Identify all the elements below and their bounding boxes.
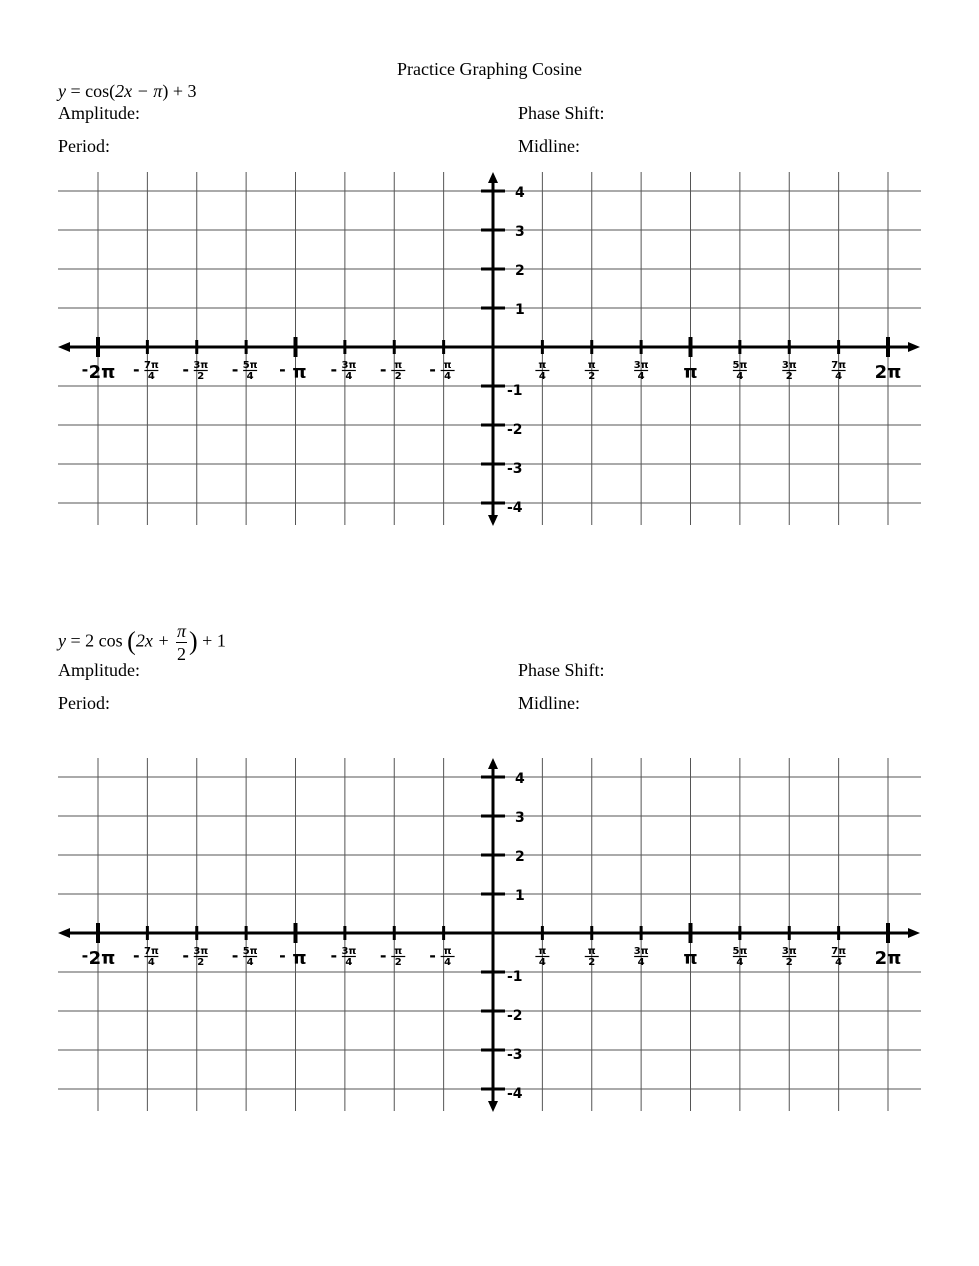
x-tick-label-numerator: 7π <box>143 360 159 371</box>
y-axis-arrow-up <box>488 172 498 183</box>
x-tick-label-numerator: 3π <box>193 946 209 957</box>
phase-shift-label-2: Phase Shift: <box>518 660 605 680</box>
x-tick-label-numerator: 7π <box>831 946 847 957</box>
x-tick-label: π <box>292 948 307 969</box>
x-tick-label: 2π <box>88 362 116 383</box>
x-tick-minus-sign: - <box>330 360 338 379</box>
x-tick-label-denominator: 2 <box>588 957 596 968</box>
equation-1: y = cos(2x − π) + 3 <box>58 81 197 101</box>
y-axis-arrow-down <box>488 1101 498 1112</box>
x-tick-label-denominator: 4 <box>147 957 155 968</box>
y-tick-label: -1 <box>507 969 523 985</box>
x-tick-label-numerator: 3π <box>781 946 797 957</box>
pi-over-2-fraction: $\frac{\pi}{2}$ <box>176 621 186 664</box>
x-tick-label-denominator: 4 <box>345 371 353 382</box>
x-tick-minus-sign: - <box>379 946 387 965</box>
x-axis-arrow-right <box>908 928 920 938</box>
x-tick-label-denominator: 4 <box>835 957 843 968</box>
y-tick-label: -2 <box>507 422 523 438</box>
x-tick-label-numerator: 7π <box>831 360 847 371</box>
x-tick-label-denominator: 4 <box>835 371 843 382</box>
x-tick-minus-sign: - <box>279 946 286 965</box>
x-tick-label-denominator: 2 <box>785 371 793 382</box>
x-tick-minus-sign: - <box>182 360 190 379</box>
x-tick-minus-sign: - <box>81 360 89 379</box>
midline-label-1: Midline: <box>518 136 580 156</box>
x-tick-minus-sign: - <box>279 360 286 379</box>
x-tick-label-numerator: 5π <box>242 946 258 957</box>
y-tick-label: -4 <box>507 500 523 516</box>
x-tick-label-denominator: 4 <box>147 371 155 382</box>
x-tick-label-numerator: 3π <box>341 360 357 371</box>
x-tick-label-denominator: 4 <box>444 957 452 968</box>
x-tick-label: 2π <box>88 948 116 969</box>
x-tick-label-numerator: 5π <box>732 360 748 371</box>
period-label-2: Period: <box>58 693 110 713</box>
y-tick-label: -3 <box>507 1047 523 1063</box>
x-tick-label: 2π <box>874 362 902 383</box>
x-tick-minus-sign: - <box>231 360 239 379</box>
y-axis-arrow-up <box>488 758 498 769</box>
x-tick-label-denominator: 4 <box>246 371 254 382</box>
x-tick-label-numerator: π <box>443 946 452 957</box>
equation-2: y = 2 cos (2x + $\frac{\pi}{2}$ ) + 1 <box>58 621 226 664</box>
y-tick-label: 1 <box>515 302 525 318</box>
x-tick-label-numerator: π <box>394 946 403 957</box>
x-tick-label-numerator: π <box>538 946 547 957</box>
x-tick-label-denominator: 2 <box>588 371 596 382</box>
midline-label-2: Midline: <box>518 693 580 713</box>
y-tick-label: 1 <box>515 888 525 904</box>
x-tick-minus-sign: - <box>182 946 190 965</box>
x-tick-minus-sign: - <box>133 360 140 379</box>
x-tick-label-denominator: 4 <box>637 957 645 968</box>
x-tick-minus-sign: - <box>133 946 140 965</box>
x-tick-label-numerator: 5π <box>732 946 748 957</box>
x-tick-minus-sign: - <box>231 946 239 965</box>
x-tick-label-numerator: π <box>394 360 403 371</box>
page-title: Practice Graphing Cosine <box>397 59 582 79</box>
x-tick-label-denominator: 2 <box>197 371 205 382</box>
y-tick-label: 3 <box>515 224 525 240</box>
x-tick-label-numerator: 3π <box>781 360 797 371</box>
x-tick-label-denominator: 2 <box>785 957 793 968</box>
x-tick-label-denominator: 2 <box>394 371 402 382</box>
y-tick-label: 2 <box>515 849 525 865</box>
y-tick-label: 2 <box>515 263 525 279</box>
x-tick-label: π <box>683 362 698 383</box>
x-tick-label-denominator: 4 <box>637 371 645 382</box>
amplitude-label-1: Amplitude: <box>58 103 140 123</box>
x-tick-label: π <box>683 948 698 969</box>
y-tick-label: 3 <box>515 810 525 826</box>
x-tick-minus-sign: - <box>429 360 436 379</box>
x-tick-label-numerator: 5π <box>242 360 258 371</box>
x-tick-label-denominator: 4 <box>538 957 546 968</box>
x-tick-minus-sign: - <box>429 946 436 965</box>
x-axis-arrow-right <box>908 342 920 352</box>
period-label-1: Period: <box>58 136 110 156</box>
x-tick-label-numerator: 3π <box>633 946 649 957</box>
x-tick-label-numerator: 7π <box>143 946 159 957</box>
x-tick-label-denominator: 2 <box>394 957 402 968</box>
x-tick-label-numerator: π <box>443 360 452 371</box>
x-tick-label-numerator: π <box>538 360 547 371</box>
x-tick-label-denominator: 4 <box>444 371 452 382</box>
x-tick-label-numerator: 3π <box>633 360 649 371</box>
x-tick-label-numerator: π <box>587 360 596 371</box>
x-axis-arrow-left <box>58 928 70 938</box>
x-tick-label-denominator: 4 <box>736 957 744 968</box>
x-axis-arrow-left <box>58 342 70 352</box>
x-tick-minus-sign: - <box>379 360 387 379</box>
x-tick-label-denominator: 4 <box>246 957 254 968</box>
amplitude-label-2: Amplitude: <box>58 660 140 680</box>
x-tick-label-numerator: π <box>587 946 596 957</box>
y-axis-arrow-down <box>488 515 498 526</box>
x-tick-label-numerator: 3π <box>193 360 209 371</box>
coordinate-grid-2[interactable] <box>0 754 979 1124</box>
x-tick-label-denominator: 2 <box>197 957 205 968</box>
y-tick-label: 4 <box>515 771 525 787</box>
y-tick-label: -2 <box>507 1008 523 1024</box>
y-tick-label: -3 <box>507 461 523 477</box>
y-tick-label: -4 <box>507 1086 523 1102</box>
x-tick-label-numerator: 3π <box>341 946 357 957</box>
x-tick-label-denominator: 4 <box>345 957 353 968</box>
x-tick-label-denominator: 4 <box>538 371 546 382</box>
x-tick-minus-sign: - <box>330 946 338 965</box>
x-tick-label: 2π <box>874 948 902 969</box>
x-tick-label: π <box>292 362 307 383</box>
coordinate-grid-1[interactable] <box>0 168 979 538</box>
phase-shift-label-1: Phase Shift: <box>518 103 605 123</box>
y-tick-label: -1 <box>507 383 523 399</box>
x-tick-label-denominator: 4 <box>736 371 744 382</box>
y-tick-label: 4 <box>515 185 525 201</box>
x-tick-minus-sign: - <box>81 946 89 965</box>
